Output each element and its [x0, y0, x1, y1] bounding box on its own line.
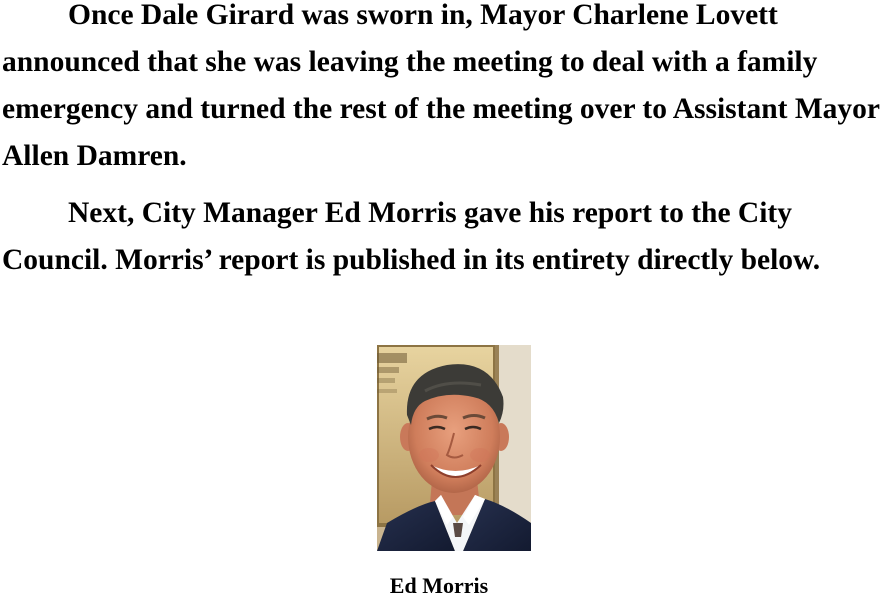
portrait-photo: [377, 345, 531, 551]
article-paragraph: Next, City Manager Ed Morris gave his report to the City Council. Morris’ report is published in its entirety directly below.: [2, 197, 821, 276]
photo-caption: [0, 573, 880, 599]
article-paragraph: Once Dale Girard was sworn in, Mayor Charlene Lovett announced that she was leaving the meeting to deal with a family emergency and turned the rest of the meeting over to Assistant Mayor Allen Damren.: [2, 0, 880, 172]
photo-caption-text: Ed Morris: [389, 573, 489, 598]
